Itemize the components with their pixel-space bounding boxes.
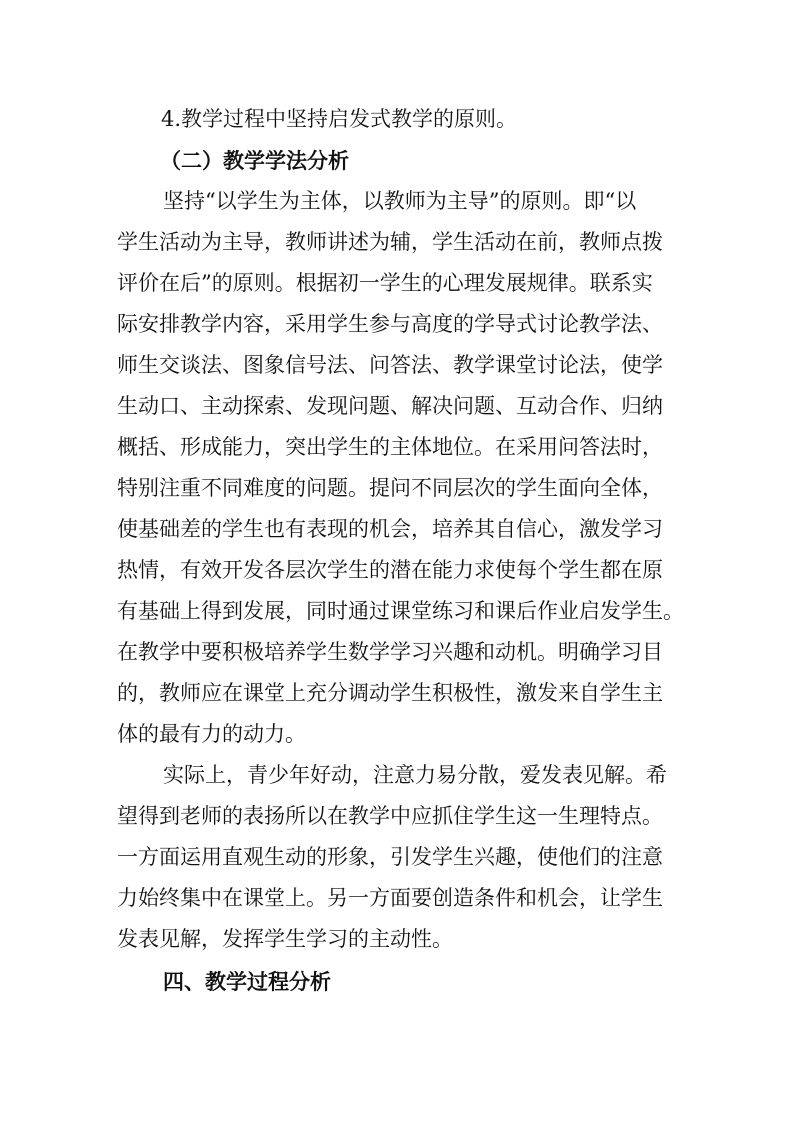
paragraph-line: 概括、形成能力，突出学生的主体地位。在采用问答法时， [117, 435, 663, 459]
section-heading-teaching-process-analysis: 四、教学过程分析 [163, 969, 331, 994]
paragraph-line: 实际上，青少年好动，注意力易分散，爱发表见解。希 [163, 763, 667, 787]
paragraph-line: 热情，有效开发各层次学生的潜在能力求使每个学生都在原 [117, 558, 663, 582]
paragraph-line: 一方面运用直观生动的形象，引发学生兴趣，使他们的注意 [117, 845, 663, 869]
section-heading-teaching-method-analysis: （二）教学学法分析 [160, 148, 349, 173]
paragraph-line: 评价在后”的原则。根据初一学生的心理发展规律。联系实 [117, 271, 653, 295]
paragraph-line: 体的最有力的动力。 [117, 722, 306, 746]
paragraph-line: 望得到老师的表扬所以在教学中应抓住学生这一生理特点。 [117, 804, 663, 828]
paragraph-line: 在教学中要积极培养学生数学学习兴趣和动机。明确学习目 [117, 640, 663, 664]
paragraph-line: 有基础上得到发展，同时通过课堂练习和课后作业启发学生。 [117, 599, 684, 623]
paragraph-line: 力始终集中在课堂上。另一方面要创造条件和机会，让学生 [117, 886, 663, 910]
paragraph-line: 发表见解，发挥学生学习的主动性。 [117, 927, 453, 951]
paragraph-line: 生动口、主动探索、发现问题、解决问题、互动合作、归纳 [117, 394, 663, 418]
paragraph-line: 际安排教学内容，采用学生参与高度的学导式讨论教学法、 [117, 312, 663, 336]
paragraph-line: 学生活动为主导，教师讲述为辅，学生活动在前，教师点拨 [117, 230, 663, 254]
paragraph-line: 特别注重不同难度的问题。提问不同层次的学生面向全体， [117, 476, 663, 500]
paragraph-line: 使基础差的学生也有表现的机会，培养其自信心，激发学习 [117, 517, 663, 541]
list-item-4: 4.教学过程中坚持启发式教学的原则。 [161, 107, 518, 131]
paragraph-line: 坚持“以学生为主体，以教师为主导”的原则。即“以 [163, 189, 637, 213]
paragraph-line: 师生交谈法、图象信号法、问答法、教学课堂讨论法，使学 [117, 353, 663, 377]
paragraph-line: 的，教师应在课堂上充分调动学生积极性，激发来自学生主 [117, 681, 663, 705]
